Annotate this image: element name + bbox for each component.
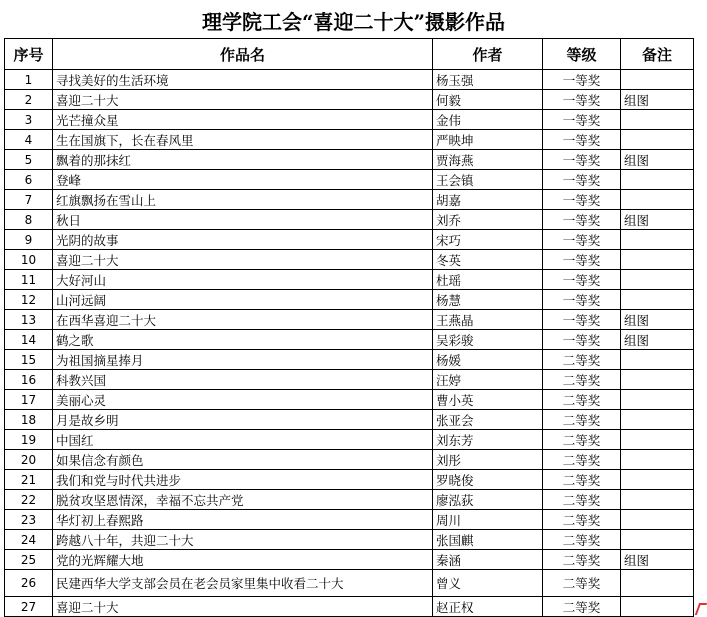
- cell-remark: [621, 290, 694, 310]
- cell-author: 汪婷: [433, 370, 543, 390]
- cell-remark: [621, 170, 694, 190]
- cell-grade: 二等奖: [543, 570, 621, 597]
- cell-author: 周川: [433, 510, 543, 530]
- cell-grade: 一等奖: [543, 310, 621, 330]
- cell-title: 华灯初上春熙路: [53, 510, 433, 530]
- cell-grade: 一等奖: [543, 170, 621, 190]
- cell-remark: 组图: [621, 150, 694, 170]
- header-no: 序号: [5, 39, 53, 70]
- cell-no: 8: [5, 210, 53, 230]
- cell-grade: 二等奖: [543, 350, 621, 370]
- cell-no: 6: [5, 170, 53, 190]
- cell-remark: 组图: [621, 90, 694, 110]
- cell-author: 王会镇: [433, 170, 543, 190]
- cell-title: 如果信念有颜色: [53, 450, 433, 470]
- cell-title: 红旗飘扬在雪山上: [53, 190, 433, 210]
- table-row: [5, 490, 694, 510]
- table-row: [5, 170, 694, 190]
- cell-title: 鹤之歌: [53, 330, 433, 350]
- table-row: [5, 130, 694, 150]
- table-row: [5, 150, 694, 170]
- cell-grade: 一等奖: [543, 270, 621, 290]
- cell-remark: [621, 110, 694, 130]
- cell-grade: 二等奖: [543, 550, 621, 570]
- cell-no: 26: [5, 570, 53, 597]
- cell-no: 11: [5, 270, 53, 290]
- cell-grade: 一等奖: [543, 210, 621, 230]
- table-row: [5, 470, 694, 490]
- header-name: 作品名: [53, 39, 433, 70]
- cell-title: 大好河山: [53, 270, 433, 290]
- cell-remark: [621, 470, 694, 490]
- cell-title: 喜迎二十大: [53, 597, 433, 617]
- cell-title: 脱贫攻坚恩情深，幸福不忘共产党: [53, 490, 433, 510]
- cell-grade: 一等奖: [543, 290, 621, 310]
- cell-grade: 二等奖: [543, 490, 621, 510]
- cell-title: 光阴的故事: [53, 230, 433, 250]
- cell-title: 跨越八十年，共迎二十大: [53, 530, 433, 550]
- cell-no: 20: [5, 450, 53, 470]
- cell-author: 金伟: [433, 110, 543, 130]
- table-row: [5, 530, 694, 550]
- header-remark: 备注: [621, 39, 694, 70]
- cell-author: 罗晓俊: [433, 470, 543, 490]
- cell-remark: [621, 510, 694, 530]
- cell-grade: 一等奖: [543, 130, 621, 150]
- cell-grade: 二等奖: [543, 390, 621, 410]
- cell-author: 廖泓荻: [433, 490, 543, 510]
- cell-grade: 二等奖: [543, 597, 621, 617]
- cell-grade: 一等奖: [543, 90, 621, 110]
- cell-author: 杜瑶: [433, 270, 543, 290]
- cell-title: 光芒撞众星: [53, 110, 433, 130]
- cell-no: 27: [5, 597, 53, 617]
- cell-no: 22: [5, 490, 53, 510]
- cell-no: 5: [5, 150, 53, 170]
- cell-remark: 组图: [621, 550, 694, 570]
- header-row: [5, 39, 694, 70]
- cell-title: 党的光辉耀大地: [53, 550, 433, 570]
- cell-grade: 二等奖: [543, 470, 621, 490]
- cell-grade: 二等奖: [543, 510, 621, 530]
- table-row: [5, 270, 694, 290]
- cell-grade: 一等奖: [543, 110, 621, 130]
- cell-remark: [621, 250, 694, 270]
- cell-grade: 一等奖: [543, 250, 621, 270]
- cell-remark: [621, 597, 694, 617]
- table-row: [5, 510, 694, 530]
- cell-author: 张亚会: [433, 410, 543, 430]
- cell-remark: 组图: [621, 330, 694, 350]
- cell-no: 1: [5, 70, 53, 90]
- cell-remark: [621, 410, 694, 430]
- cell-author: 何毅: [433, 90, 543, 110]
- table-row: [5, 310, 694, 330]
- cell-remark: [621, 230, 694, 250]
- table-row: [5, 190, 694, 210]
- cell-grade: 二等奖: [543, 530, 621, 550]
- cell-grade: 一等奖: [543, 70, 621, 90]
- table-row: [5, 110, 694, 130]
- table-row: [5, 410, 694, 430]
- table-row: [5, 250, 694, 270]
- cell-author: 刘乔: [433, 210, 543, 230]
- cell-remark: [621, 490, 694, 510]
- cell-author: 严映坤: [433, 130, 543, 150]
- table-row: [5, 290, 694, 310]
- cell-no: 18: [5, 410, 53, 430]
- cell-author: 冬英: [433, 250, 543, 270]
- cell-author: 杨媛: [433, 350, 543, 370]
- table-row: [5, 350, 694, 370]
- cell-author: 王燕晶: [433, 310, 543, 330]
- cell-author: 贾海燕: [433, 150, 543, 170]
- cell-no: 14: [5, 330, 53, 350]
- cell-title: 秋日: [53, 210, 433, 230]
- table-body: [5, 70, 694, 617]
- table-row: [5, 230, 694, 250]
- table-row: [5, 450, 694, 470]
- cell-title: 美丽心灵: [53, 390, 433, 410]
- cell-remark: [621, 70, 694, 90]
- cell-remark: [621, 370, 694, 390]
- cell-no: 15: [5, 350, 53, 370]
- cell-author: 刘东芳: [433, 430, 543, 450]
- cell-author: 杨玉强: [433, 70, 543, 90]
- cell-remark: [621, 130, 694, 150]
- cell-title: 在西华喜迎二十大: [53, 310, 433, 330]
- cell-title: 寻找美好的生活环境: [53, 70, 433, 90]
- cell-grade: 一等奖: [543, 230, 621, 250]
- table-row: [5, 70, 694, 90]
- cell-remark: [621, 530, 694, 550]
- cell-title: 喜迎二十大: [53, 250, 433, 270]
- cell-author: 宋巧: [433, 230, 543, 250]
- table-row: [5, 550, 694, 570]
- cell-title: 我们和党与时代共进步: [53, 470, 433, 490]
- cell-no: 17: [5, 390, 53, 410]
- cell-grade: 一等奖: [543, 190, 621, 210]
- cell-remark: [621, 270, 694, 290]
- cell-author: 杨慧: [433, 290, 543, 310]
- table-row: [5, 570, 694, 597]
- header-author: 作者: [433, 39, 543, 70]
- cell-title: 喜迎二十大: [53, 90, 433, 110]
- cell-remark: [621, 570, 694, 597]
- cell-remark: [621, 190, 694, 210]
- cell-remark: 组图: [621, 210, 694, 230]
- table-row: [5, 597, 694, 617]
- cell-title: 飘着的那抹红: [53, 150, 433, 170]
- cell-title: 民建西华大学支部会员在老会员家里集中收看二十大: [53, 570, 433, 597]
- cell-title: 为祖国摘星捧月: [53, 350, 433, 370]
- cell-no: 23: [5, 510, 53, 530]
- cell-no: 4: [5, 130, 53, 150]
- cell-grade: 二等奖: [543, 430, 621, 450]
- table-row: [5, 430, 694, 450]
- cell-no: 25: [5, 550, 53, 570]
- corner-mark: [695, 603, 707, 615]
- cell-title: 科教兴国: [53, 370, 433, 390]
- cell-no: 12: [5, 290, 53, 310]
- cell-remark: 组图: [621, 310, 694, 330]
- cell-no: 16: [5, 370, 53, 390]
- cell-remark: [621, 350, 694, 370]
- cell-title: 登峰: [53, 170, 433, 190]
- cell-no: 10: [5, 250, 53, 270]
- cell-remark: [621, 430, 694, 450]
- page-title: 理学院工会“喜迎二十大”摄影作品: [201, 10, 505, 34]
- cell-no: 9: [5, 230, 53, 250]
- cell-author: 张国麒: [433, 530, 543, 550]
- cell-author: 胡嘉: [433, 190, 543, 210]
- cell-author: 刘彤: [433, 450, 543, 470]
- cell-author: 赵正权: [433, 597, 543, 617]
- table-row: [5, 210, 694, 230]
- cell-no: 2: [5, 90, 53, 110]
- cell-remark: [621, 390, 694, 410]
- cell-no: 19: [5, 430, 53, 450]
- cell-no: 3: [5, 110, 53, 130]
- cell-grade: 一等奖: [543, 330, 621, 350]
- table-row: [5, 390, 694, 410]
- cell-remark: [621, 450, 694, 470]
- awards-table: [4, 38, 694, 617]
- table-row: [5, 90, 694, 110]
- cell-grade: 一等奖: [543, 150, 621, 170]
- cell-no: 21: [5, 470, 53, 490]
- cell-title: 山河远阔: [53, 290, 433, 310]
- cell-author: 曾义: [433, 570, 543, 597]
- table-row: [5, 330, 694, 350]
- header-grade: 等级: [543, 39, 621, 70]
- cell-title: 生在国旗下，长在春风里: [53, 130, 433, 150]
- cell-title: 中国红: [53, 430, 433, 450]
- cell-author: 曹小英: [433, 390, 543, 410]
- cell-no: 13: [5, 310, 53, 330]
- cell-title: 月是故乡明: [53, 410, 433, 430]
- table-row: [5, 370, 694, 390]
- cell-grade: 二等奖: [543, 410, 621, 430]
- cell-no: 7: [5, 190, 53, 210]
- cell-author: 吴彩骏: [433, 330, 543, 350]
- cell-grade: 二等奖: [543, 370, 621, 390]
- cell-author: 秦涵: [433, 550, 543, 570]
- cell-no: 24: [5, 530, 53, 550]
- cell-grade: 二等奖: [543, 450, 621, 470]
